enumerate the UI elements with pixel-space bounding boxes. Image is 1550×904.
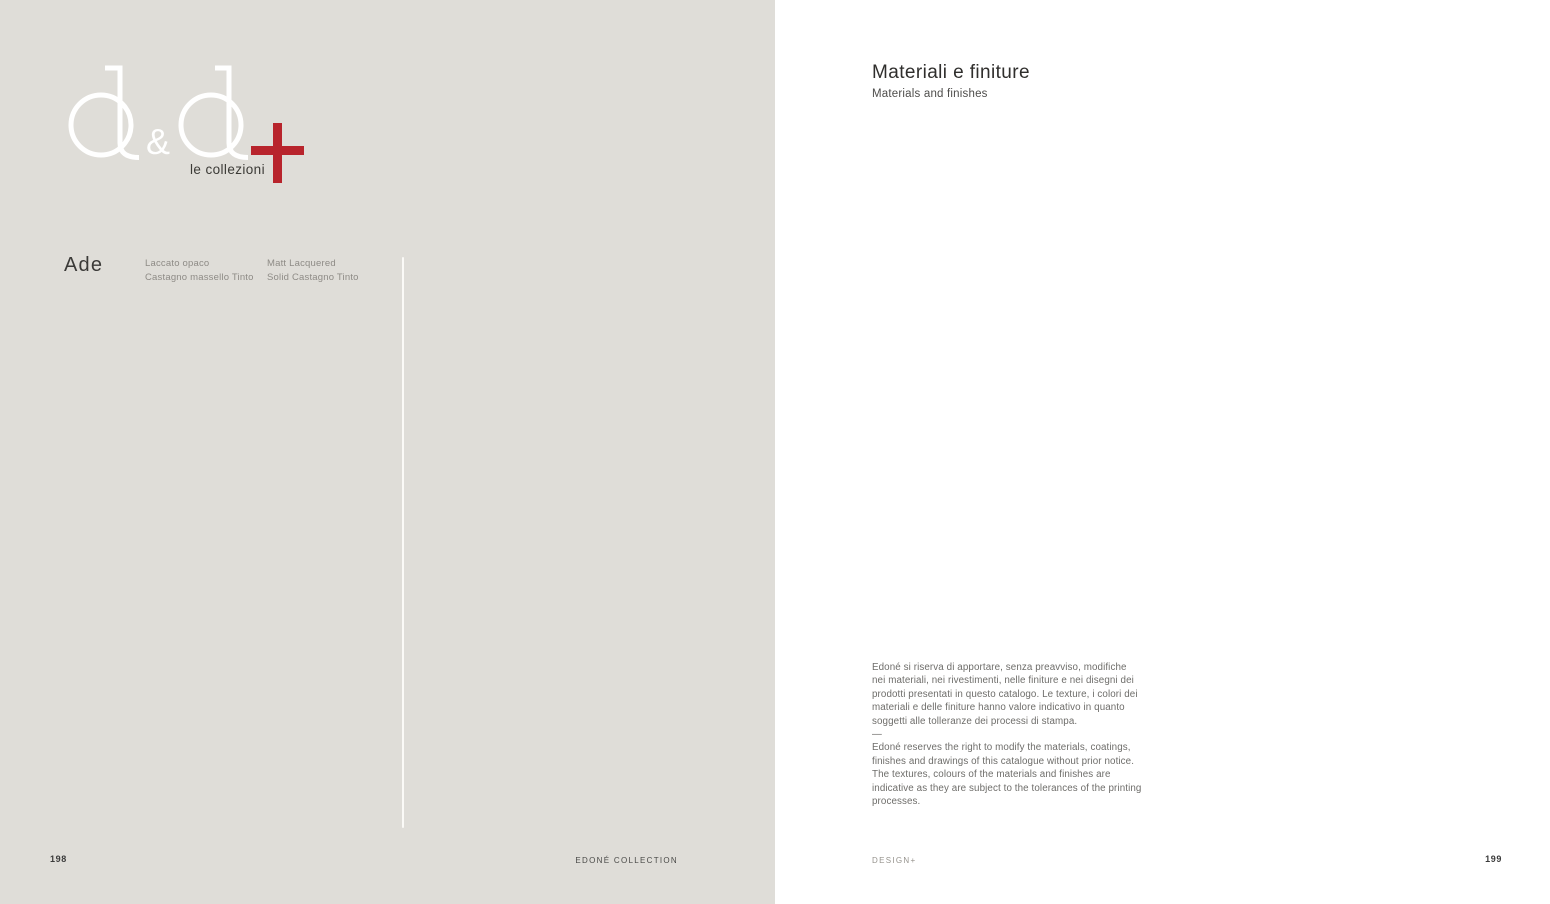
logo-tagline: le collezioni — [190, 162, 265, 177]
disclaimer-separator: — — [872, 729, 882, 741]
footer-design-label: DESIGN+ — [872, 856, 917, 865]
disclaimer-line-en: indicative as they are subject to the tolerances of the printing — [872, 782, 1142, 794]
disclaimer-line-en: processes. — [872, 796, 921, 808]
disclaimer-line-it: soggetti alle tolleranze dei processi di stampa. — [872, 715, 1078, 727]
brand-logo — [62, 55, 307, 187]
right-page — [775, 0, 1550, 904]
finish-label: Laccato opaco — [145, 258, 210, 269]
footer-collection-label: EDONÉ COLLECTION — [575, 856, 678, 865]
letter-d-2 — [181, 68, 248, 158]
disclaimer-line-it: materiali e delle finiture hanno valore indicativo in quanto — [872, 702, 1125, 714]
disclaimer-text — [872, 661, 1152, 808]
finish-labels-english — [267, 257, 359, 285]
finish-label: Solid Castagno Tinto — [267, 272, 359, 283]
disclaimer-line-it: Edoné si riserva di apportare, senza preavviso, modifiche — [872, 662, 1127, 673]
vertical-divider — [402, 257, 404, 828]
page-number-right: 199 — [1485, 854, 1502, 864]
product-name: Ade — [64, 254, 104, 276]
finish-labels-italian — [145, 257, 254, 285]
page-number-left: 198 — [50, 854, 67, 864]
disclaimer-line-en: Edoné reserves the right to modify the materials, coatings, — [872, 742, 1131, 754]
disclaimer-line-it: nei materiali, nei rivestimenti, nelle finiture e nei disegni dei — [872, 675, 1134, 687]
finish-label: Matt Lacquered — [267, 258, 336, 269]
page-subtitle: Materials and finishes — [872, 88, 988, 100]
disclaimer-line-it: prodotti presentati in questo catalogo. Le texture, i colori dei — [872, 688, 1138, 700]
ampersand: & — [145, 121, 171, 162]
disclaimer-line-en: finishes and drawings of this catalogue without prior notice. — [872, 755, 1135, 767]
finish-label: Castagno massello Tinto — [145, 272, 254, 283]
disclaimer-line-en: The textures, colours of the materials and finishes are — [872, 769, 1111, 781]
page-title: Materiali e finiture — [872, 62, 1030, 83]
dd-logo-mark — [62, 55, 307, 187]
letter-d-1 — [71, 68, 139, 158]
